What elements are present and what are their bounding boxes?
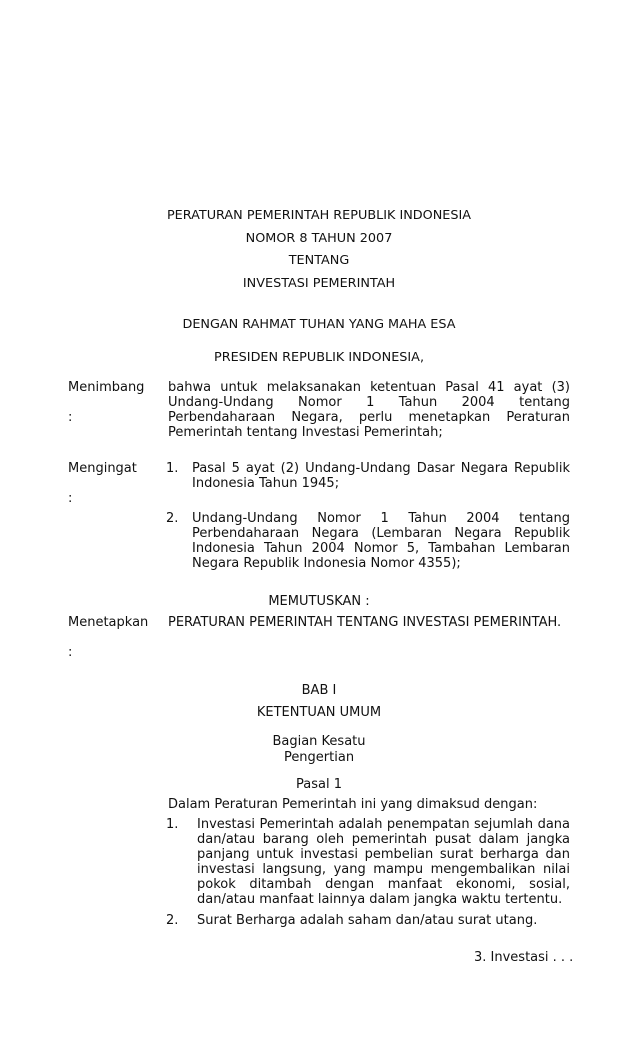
definition-item-text: Surat Berharga adalah saham dan/atau surat utang. bbox=[197, 913, 538, 928]
definition-item-number: 2. bbox=[166, 913, 179, 928]
section-name: Bagian Kesatu bbox=[272, 734, 366, 749]
chapter-title: KETENTUAN UMUM bbox=[256, 705, 382, 720]
mengingat-item-text: Pasal 5 ayat (2) Undang-Undang Dasar Negara Republik Indonesia Tahun 1945; bbox=[192, 461, 570, 491]
mengingat-item-text: Undang-Undang Nomor 1 Tahun 2004 tentang Perbendaharaan Negara (Lembaran Negara Republik Indonesia Tahun 2004 Nomor 5, Tambahan Lembaran Negara Republik Indonesia Nomor 4355); bbox=[192, 511, 570, 571]
president-heading: PRESIDEN REPUBLIK INDONESIA, bbox=[213, 350, 425, 365]
mengingat-item-number: 2. bbox=[166, 511, 179, 526]
menetapkan-text: PERATURAN PEMERINTAH TENTANG INVESTASI PEMERINTAH. bbox=[168, 615, 562, 630]
regulation-number: NOMOR 8 TAHUN 2007 bbox=[245, 231, 393, 246]
article-intro: Dalam Peraturan Pemerintah ini yang dimaksud dengan: bbox=[168, 797, 538, 812]
regulation-title: PERATURAN PEMERINTAH REPUBLIK INDONESIA bbox=[166, 208, 472, 223]
regulation-subject: INVESTASI PEMERINTAH bbox=[242, 276, 396, 291]
section-title: Pengertian bbox=[283, 750, 355, 765]
mengingat-colon: : bbox=[68, 491, 73, 506]
invocation: DENGAN RAHMAT TUHAN YANG MAHA ESA bbox=[182, 317, 456, 332]
definition-item-text: Investasi Pemerintah adalah penempatan sejumlah dana dan/atau barang oleh pemerintah pusat dalam jangka panjang untuk investasi pembelian surat berharga dan investasi langsung, yang mampu mengembalikan nilai pokok ditambah dengan manfaat ekonomi, sosial, dan/atau manfaat lainnya dalam jangka waktu tertentu. bbox=[197, 817, 570, 907]
mengingat-item-number: 1. bbox=[166, 461, 179, 476]
mengingat-label: Mengingat bbox=[68, 461, 137, 476]
menimbang-colon: : bbox=[68, 410, 73, 425]
memutuskan-heading: MEMUTUSKAN : bbox=[268, 594, 370, 609]
page-continuation: 3. Investasi . . . bbox=[474, 950, 574, 965]
menetapkan-label: Menetapkan bbox=[68, 615, 149, 630]
menimbang-label: Menimbang bbox=[68, 380, 145, 395]
chapter-number: BAB I bbox=[301, 683, 337, 698]
menetapkan-colon: : bbox=[68, 645, 73, 660]
article-number: Pasal 1 bbox=[296, 777, 342, 792]
menimbang-text: bahwa untuk melaksanakan ketentuan Pasal 41 ayat (3) Undang-Undang Nomor 1 Tahun 2004 tentang Perbendaharaan Negara, perlu menetapkan Peraturan Pemerintah tentang Investasi Pemerintah; bbox=[168, 380, 570, 440]
regulation-about: TENTANG bbox=[288, 253, 350, 268]
definition-item-number: 1. bbox=[166, 817, 179, 832]
